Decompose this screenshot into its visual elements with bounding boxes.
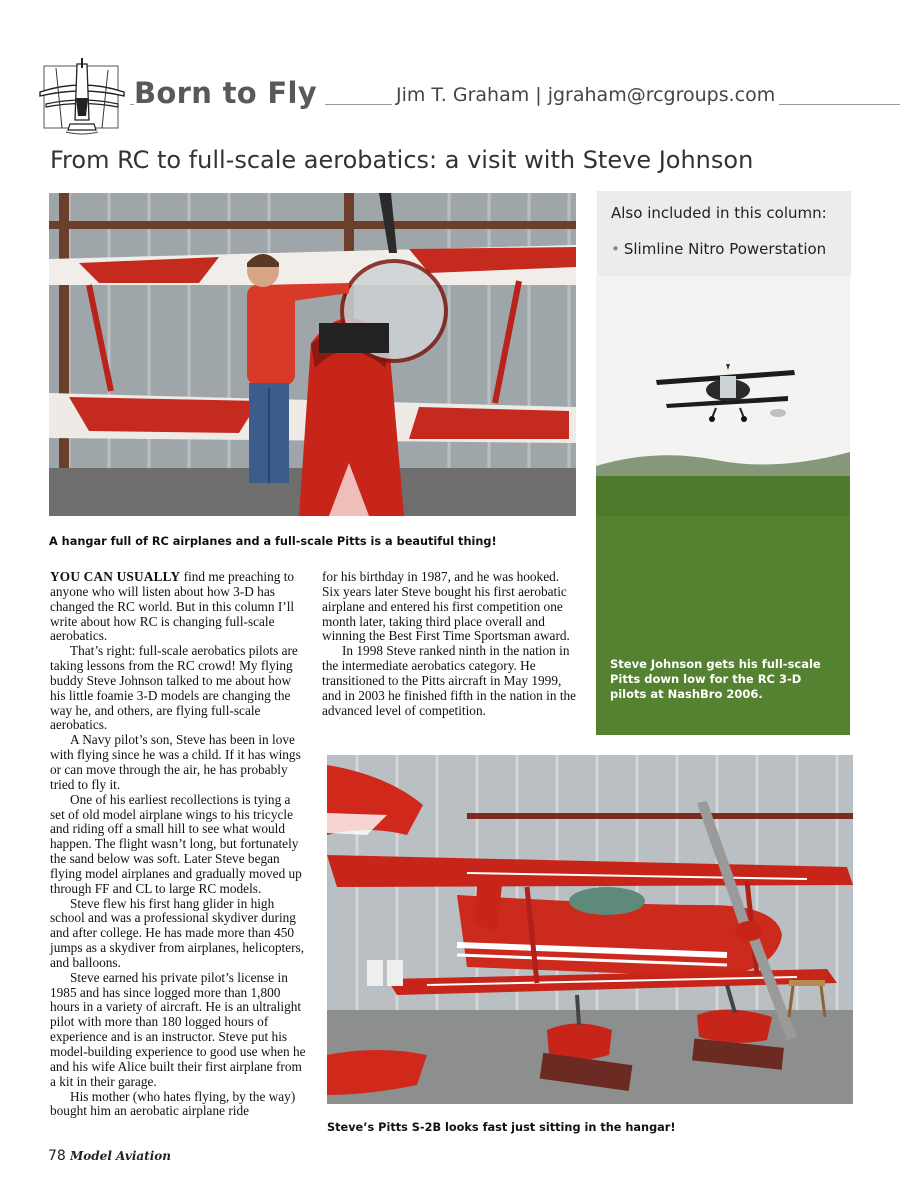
paragraph: Steve flew his first hang glider in high school and was a professional skydiver during and after college. He has made more than 450 jumps as a skydiver from airplanes, helicopters, and balloons. xyxy=(50,895,305,970)
pitts-photo xyxy=(327,755,853,1104)
sidebar-box xyxy=(597,191,851,276)
biplane-logo-icon xyxy=(36,58,128,136)
bullet-icon: • xyxy=(611,240,620,258)
paragraph: In 1998 Steve ranked ninth in the nation in the intermediate aerobatics category. He transitioned to the Pitts aircraft in May 1999, and in 2003 he finished fifth in the nation in the advanced level of competition. xyxy=(322,643,577,718)
magazine-name: Model Aviation xyxy=(70,1149,172,1163)
byline: Jim T. Graham | jgraham@rcgroups.com xyxy=(392,84,779,106)
paragraph: That’s right: full-scale aerobatics pilots are taking lessons from the RC crowd! My flying buddy Steve Johnson talked to me about how his little foamie 3-D models are changing the way he, and others, are flying full-scale aerobatics. xyxy=(50,643,298,733)
body-column-2 xyxy=(322,570,580,718)
paragraph: Steve earned his private pilot’s license in 1985 and has since logged more than 1,800 hours in a variety of aircraft. He is an ultralight pilot with more than 180 logged hours of experience and is an instructor. Steve put his model-building experience to good use when he and his wife Alice built their first airplane from a kit in their garage. xyxy=(50,969,306,1089)
paragraph: His mother (who hates flying, by the way) bought him an aerobatic airplane ride xyxy=(50,1088,296,1119)
lead-in: YOU CAN USUALLY xyxy=(50,569,181,584)
paragraph: One of his earliest recollections is tying a set of old model airplane wings to his tricycle and riding off a small hill to see what would happen. The flight wasn’t long, but fortunately the sand below was soft. Later Steve began flying model airplanes and gradually moved up through FF and CL to large RC models. xyxy=(50,791,302,896)
sidebar-item-label: Slimline Nitro Powerstation xyxy=(623,240,827,258)
paragraph: A Navy pilot’s son, Steve has been in love with flying since he was a child. If it has wings or can move through the air, he has probably tried to fly it. xyxy=(50,732,301,792)
pitts-caption: Steve’s Pitts S-2B looks fast just sitting in the hangar! xyxy=(327,1121,676,1134)
body-column-1 xyxy=(50,570,308,1119)
sidebar-list-item[interactable] xyxy=(611,240,826,258)
paragraph: YOU CAN USUALLY find me preaching to anyone who will listen about how 3-D has changed the RC world. But in this column I’ll write about how RC is changing full-scale aerobatics. xyxy=(50,569,295,644)
sidebar-heading: Also included in this column: xyxy=(611,204,827,222)
flyby-caption: Steve Johnson gets his full-scale Pitts down low for the RC 3-D pilots at NashBro 2006. xyxy=(610,657,821,701)
column-title: Born to Fly xyxy=(134,76,325,110)
page-number: 78 xyxy=(48,1148,66,1164)
hangar-photo xyxy=(49,193,576,516)
article-headline: From RC to full-scale aerobatics: a visit with Steve Johnson xyxy=(50,146,754,174)
hangar-caption: A hangar full of RC airplanes and a full-scale Pitts is a beautiful thing! xyxy=(49,535,497,548)
paragraph: for his birthday in 1987, and he was hooked. Six years later Steve bought his first aerobatic airplane and entered his first competition one month later, taking third place overall and winning the Best First Time Sportsman award. xyxy=(322,569,570,644)
